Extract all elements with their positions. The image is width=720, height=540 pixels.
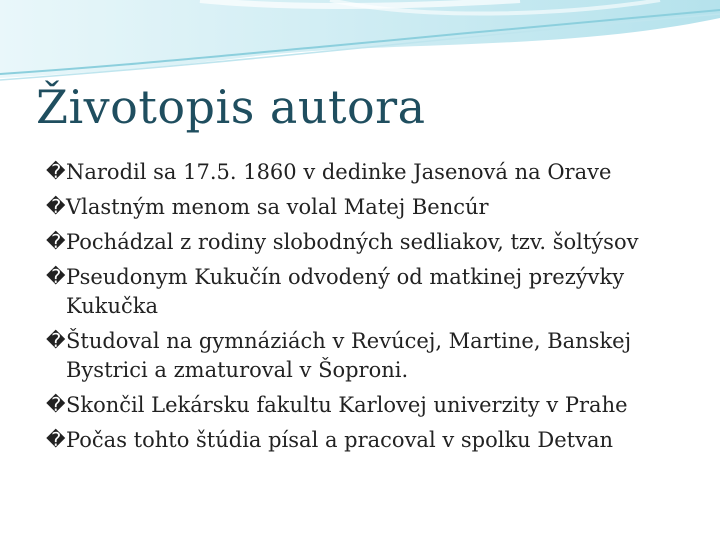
bullet-item bbox=[46, 158, 686, 187]
slide-title: Životopis autora bbox=[36, 80, 426, 134]
bullet-list bbox=[46, 158, 686, 461]
bullet-text: Pochádzal z rodiny slobodných sedliakov, tzv. šoltýsov bbox=[66, 230, 639, 254]
bullet-marker-icon: � bbox=[46, 330, 66, 352]
bullet-item bbox=[46, 193, 686, 222]
bullet-text: Vlastným menom sa volal Matej Bencúr bbox=[66, 195, 489, 219]
bullet-item bbox=[46, 228, 686, 257]
bullet-item bbox=[46, 426, 686, 455]
bullet-marker-icon: � bbox=[46, 266, 66, 288]
bullet-marker-icon: � bbox=[46, 161, 66, 183]
bullet-text: Narodil sa 17.5. 1860 v dedinke Jasenová na Orave bbox=[66, 160, 612, 184]
bullet-text: Pseudonym Kukučín odvodený od matkinej prezývky Kukučka bbox=[66, 265, 625, 318]
bullet-marker-icon: � bbox=[46, 196, 66, 218]
bullet-marker-icon: � bbox=[46, 429, 66, 451]
bullet-text: Skončil Lekársku fakultu Karlovej univerzity v Prahe bbox=[66, 393, 628, 417]
bullet-item bbox=[46, 327, 686, 385]
bullet-text: Študoval na gymnáziách v Revúcej, Martine, Banskej Bystrici a zmaturoval v Šoproni. bbox=[66, 329, 632, 382]
bullet-marker-icon: � bbox=[46, 394, 66, 416]
bullet-marker-icon: � bbox=[46, 231, 66, 253]
wave-header-decoration bbox=[0, 0, 720, 90]
bullet-item bbox=[46, 391, 686, 420]
bullet-item bbox=[46, 263, 686, 321]
bullet-text: Počas tohto štúdia písal a pracoval v spolku Detvan bbox=[66, 428, 613, 452]
